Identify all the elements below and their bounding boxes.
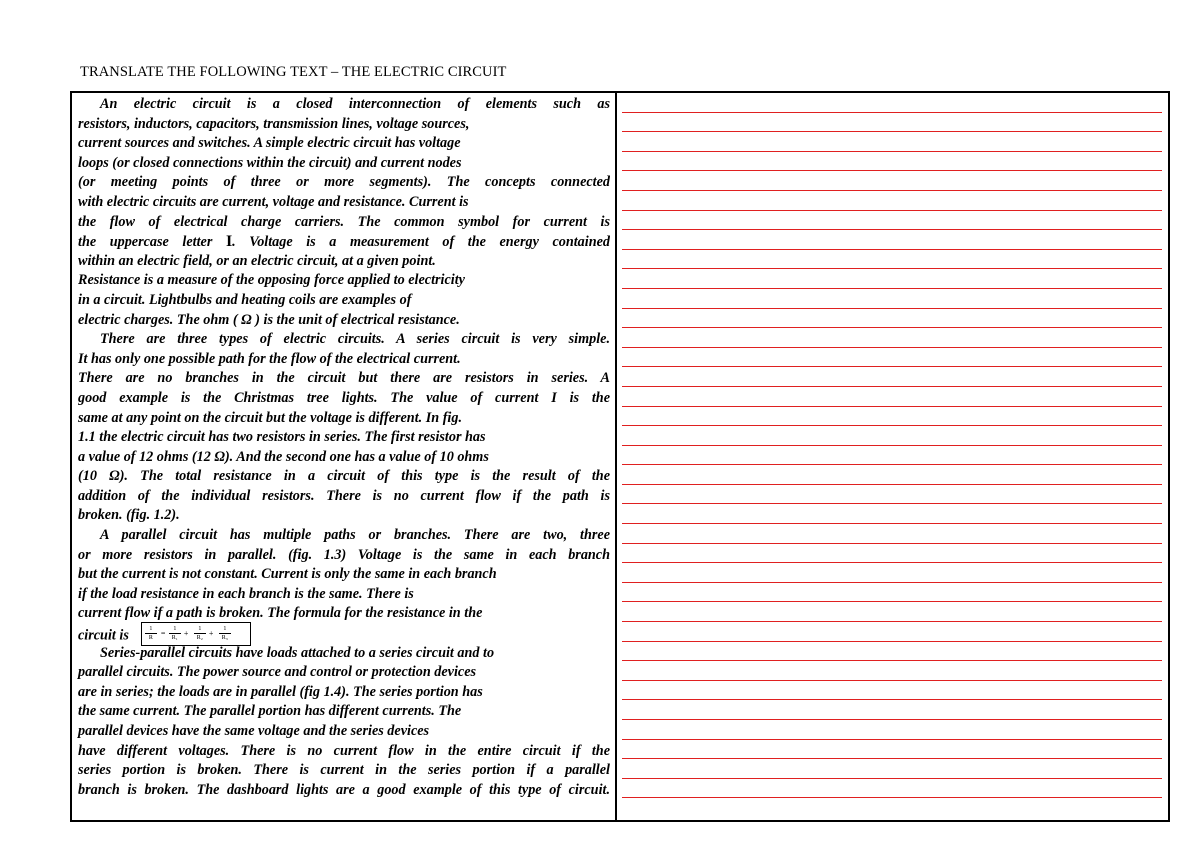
text-line: Resistance is a measure of the opposing force applied to electricity [78,272,465,289]
text-line: but the current is not constant. Current is only the same in each branch [78,566,497,583]
answer-line[interactable] [622,389,1162,409]
text-fragment: . Voltage is a measurement of the energy contained [232,234,610,251]
answer-line[interactable] [622,585,1162,605]
answer-line[interactable] [622,173,1162,193]
formula-fraction: 1 R₃ [219,626,231,641]
answer-line[interactable] [622,565,1162,585]
answer-line[interactable] [622,291,1162,311]
text-line: a value of 12 ohms (12 Ω). And the second one has a value of 10 ohms [78,448,489,465]
text-line: electric charges. The ohm ( Ω ) is the unit of electrical resistance. [78,311,460,328]
text-line: There are no branches in the circuit but there are resistors in series. A [78,370,610,387]
answer-cell [622,95,1162,800]
column-divider [615,91,617,822]
text-line: have different voltages. There is no current flow in the entire circuit if the [78,742,610,759]
answer-line[interactable] [622,546,1162,566]
text-line [78,624,610,644]
text-line: broken. (fig. 1.2). [78,507,180,524]
answer-line[interactable] [622,683,1162,703]
answer-line[interactable] [622,311,1162,331]
answer-line[interactable] [622,506,1162,526]
answer-line[interactable] [622,702,1162,722]
text-line: same at any point on the circuit but the voltage is different. In fig. [78,409,462,426]
page-title: TRANSLATE THE FOLLOWING TEXT – THE ELECTRIC CIRCUIT [80,64,507,80]
answer-line[interactable] [622,252,1162,272]
answer-line[interactable] [622,722,1162,742]
text-line: resistors, inductors, capacitors, transmission lines, voltage sources, [78,115,470,132]
source-text-cell [78,95,610,800]
text-fragment: circuit is [78,627,129,644]
answer-line[interactable] [622,232,1162,252]
text-line: loops (or closed connections within the circuit) and current nodes [78,154,462,171]
answer-line[interactable] [622,644,1162,664]
text-line [78,232,610,252]
text-line: There are three types of electric circuits. A series circuit is very simple. [100,331,610,348]
parallel-resistance-formula [141,622,251,646]
text-fragment: the uppercase letter [78,234,226,251]
formula-fraction: 1 R₁ [169,626,181,641]
text-line: A parallel circuit has multiple paths or branches. There are two, three [100,527,610,544]
text-line: the same current. The parallel portion has different currents. The [78,703,462,720]
text-line: series portion is broken. There is current in the series portion if a parallel [78,762,610,779]
answer-line[interactable] [622,428,1162,448]
text-line: addition of the individual resistors. There is no current flow if the path is [78,487,610,504]
answer-line[interactable] [622,350,1162,370]
text-line: Series-parallel circuits have loads attached to a series circuit and to [100,644,495,661]
answer-line[interactable] [622,369,1162,389]
text-line: are in series; the loads are in parallel (fig 1.4). The series portion has [78,683,483,700]
text-line: An electric circuit is a closed interconnection of elements such as [100,96,610,112]
answer-line[interactable] [622,154,1162,174]
text-line: parallel circuits. The power source and control or protection devices [78,664,477,681]
answer-line[interactable] [622,448,1162,468]
formula-operator: + [183,629,189,639]
text-line: good example is the Christmas tree lights. The value of current I is the [78,389,610,406]
answer-line[interactable] [622,193,1162,213]
text-line: or more resistors in parallel. (fig. 1.3) Voltage is the same in each branch [78,546,610,563]
formula-operator: = [160,629,166,639]
answer-line[interactable] [622,95,1162,115]
answer-line[interactable] [622,271,1162,291]
answer-line[interactable] [622,781,1162,801]
answer-line[interactable] [622,487,1162,507]
answer-line[interactable] [622,409,1162,429]
text-line: current flow if a path is broken. The formula for the resistance in the [78,605,483,622]
text-line: if the load resistance in each branch is the same. There is [78,585,414,602]
answer-line[interactable] [622,624,1162,644]
answer-line[interactable] [622,526,1162,546]
answer-line[interactable] [622,761,1162,781]
answer-line[interactable] [622,330,1162,350]
answer-line[interactable] [622,115,1162,135]
formula-fraction: 1 R₂ [194,626,206,641]
text-line: in a circuit. Lightbulbs and heating coils are examples of [78,291,412,308]
answer-line[interactable] [622,467,1162,487]
text-line: branch is broken. The dashboard lights are a good example of this type of circuit. [78,781,610,798]
text-line: It has only one possible path for the flow of the electrical current. [78,350,461,367]
formula-fraction: 1 R [145,626,157,641]
text-line: (10 Ω). The total resistance in a circuit of this type is the result of the [78,468,610,485]
text-line: current sources and switches. A simple electric circuit has voltage [78,135,461,152]
answer-line[interactable] [622,742,1162,762]
text-line: within an electric field, or an electric circuit, at a given point. [78,252,436,269]
text-line: parallel devices have the same voltage and the series devices [78,723,430,739]
answer-line[interactable] [622,604,1162,624]
text-line: the flow of electrical charge carriers. The common symbol for current is [78,213,610,230]
text-line: (or meeting points of three or more segments). The concepts connected [78,174,610,191]
text-line: 1.1 the electric circuit has two resistors in series. The first resistor has [78,429,486,446]
answer-line[interactable] [622,213,1162,233]
answer-line[interactable] [622,663,1162,683]
answer-line[interactable] [622,134,1162,154]
current-symbol: I [225,233,233,251]
formula-operator: + [208,629,214,639]
text-line: with electric circuits are current, voltage and resistance. Current is [78,193,469,210]
